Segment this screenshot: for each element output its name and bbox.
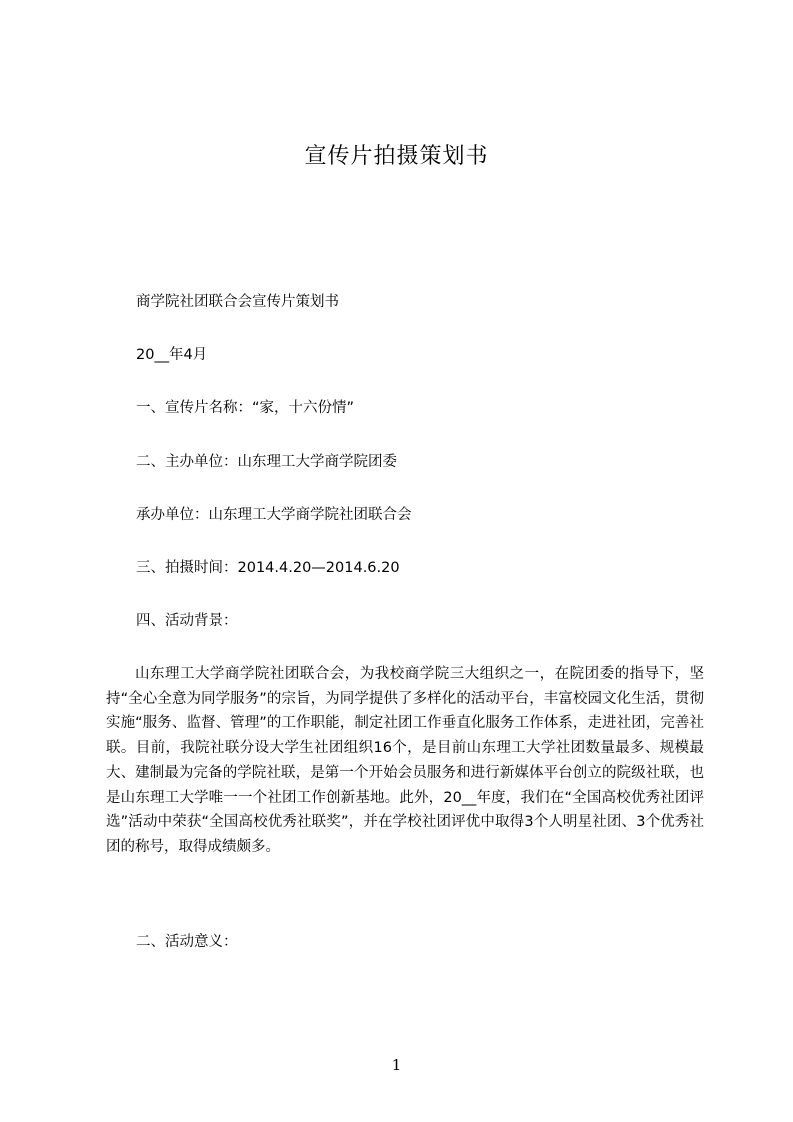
document-date: 20__年4月 <box>136 347 208 363</box>
item-name: 一、宣传片名称：“家，十六份情” <box>136 400 355 416</box>
document-title: 宣传片拍摄策划书 <box>304 144 489 169</box>
significance-heading: 二、活动意义： <box>136 934 238 950</box>
page-number: 1 <box>391 1056 402 1074</box>
document-subtitle: 商学院社团联合会宣传片策划书 <box>136 294 339 310</box>
background-paragraph: 山东理工大学商学院社团联合会，为我校商学院三大组织之一，在院团委的指导下，坚持“全心全意为同学服务”的宗旨，为同学提供了多样化的活动平台，丰富校园文化生活，贯彻实施“服务、监督、管理”的工作职能，制定社团工作垂直化服务工作体系，走进社团，完善社联。目前，我院社联分设大学生社团组织16个，是目前山东理工大学社团数量最多、规模最大、建制最为完备的学院社联，是第一个开始会员服务和进行新媒体平台创立的院级社联，也是山东理工大学唯一一个社团工作创新基地。此外，20__年度，我们在“全国高校优秀社团评选”活动中荣获“全国高校优秀社联奖”，并在学校社团评优中取得3个人明星社团、3个优秀社团的称号，取得成绩颇多。 <box>106 666 704 855</box>
item-time: 三、拍摄时间：2014.4.20—2014.6.20 <box>136 560 400 576</box>
item-host: 二、主办单位：山东理工大学商学院团委 <box>136 454 397 470</box>
item-background-heading: 四、活动背景： <box>136 613 238 629</box>
item-organizer: 承办单位：山东理工大学商学院社团联合会 <box>136 507 412 523</box>
